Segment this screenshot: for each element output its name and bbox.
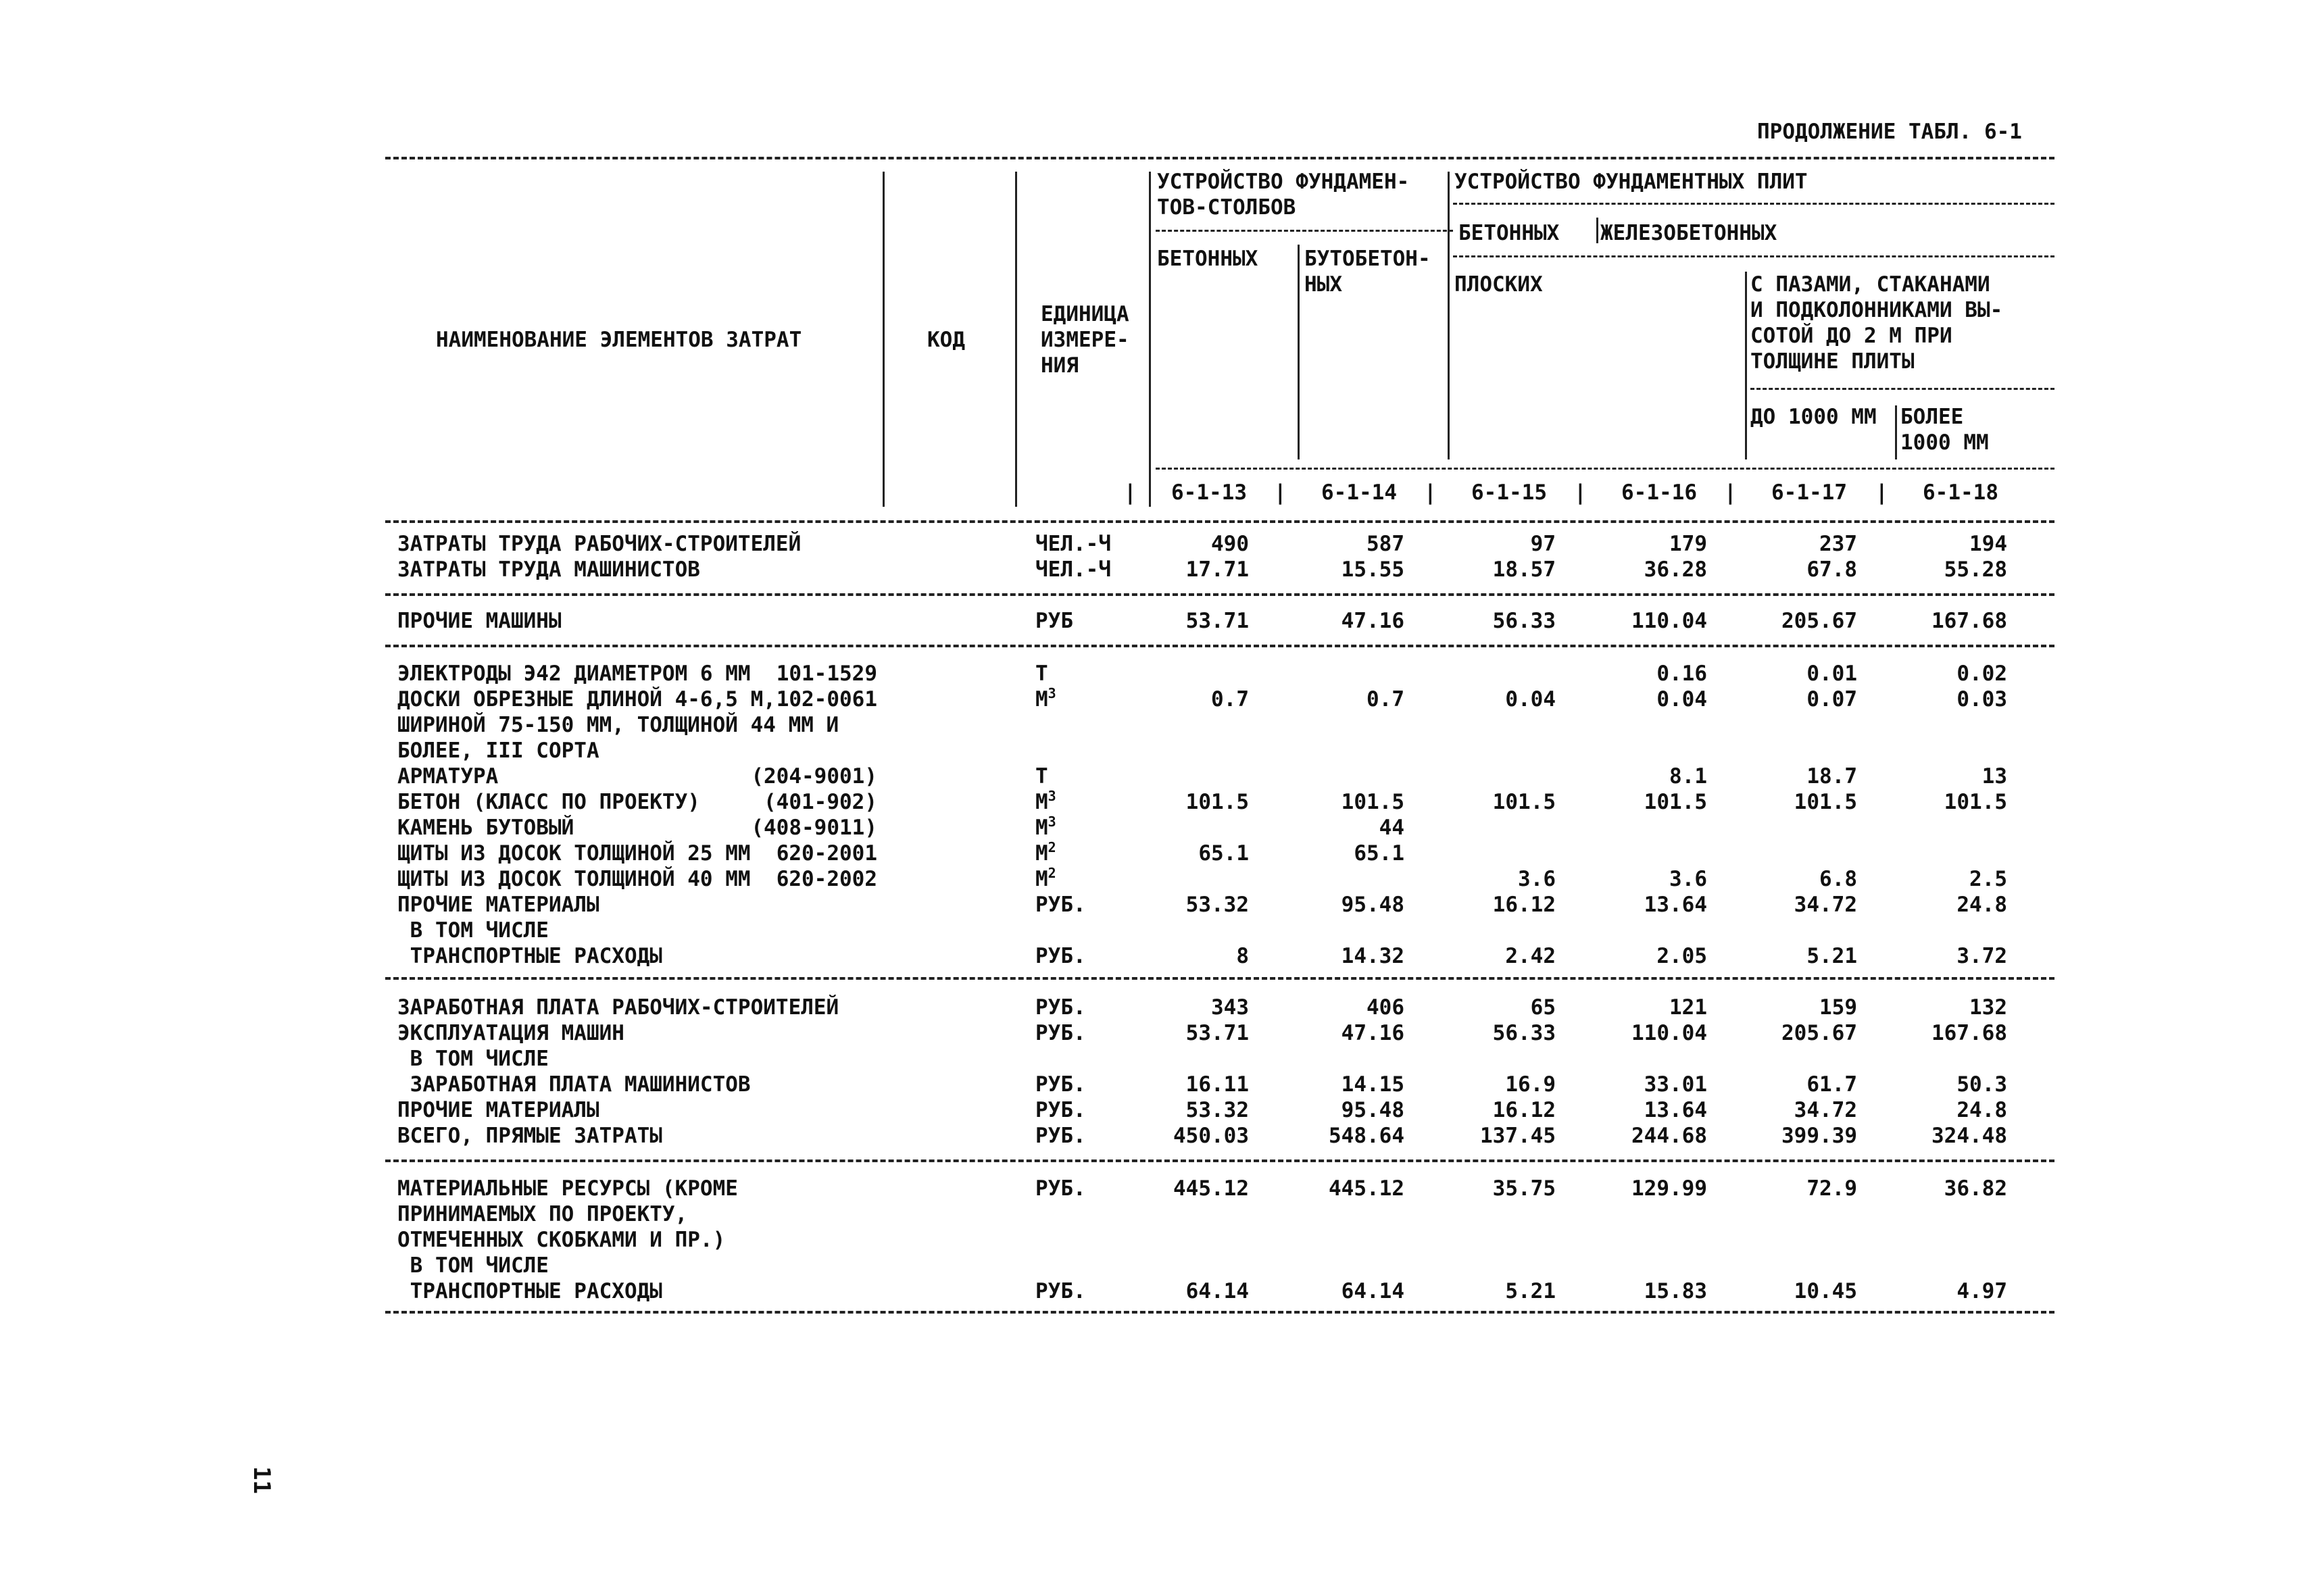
table-cell: 53.71 — [1185, 1021, 1249, 1045]
table-cell: 548.64 — [1329, 1124, 1404, 1148]
header-plates-betonnykh: БЕТОННЫХ — [1458, 221, 1560, 245]
table-cell: 0.7 — [1211, 687, 1249, 712]
table-cell: 2.05 — [1656, 944, 1707, 968]
table-cell: 13.64 — [1644, 1098, 1707, 1122]
table-row-name: ПРОЧИЕ МАТЕРИАЛЫ — [397, 893, 599, 917]
header-top-rule — [385, 157, 2054, 159]
table-row-name: МАТЕРИАЛЬНЫЕ РЕСУРСЫ (КРОМЕ — [397, 1176, 738, 1201]
table-row-name: ЗАРАБОТНАЯ ПЛАТА МАШИНИСТОВ — [397, 1072, 751, 1097]
header-pazami-line: С ПАЗАМИ, СТАКАНАМИ — [1750, 272, 1990, 297]
table-cell: 110.04 — [1631, 609, 1707, 633]
table-cell: 16.12 — [1492, 893, 1556, 917]
table-row-unit: $М^2$ — [1035, 839, 1056, 866]
table-cell: 167.68 — [1931, 609, 2007, 633]
table-cell: 16.11 — [1185, 1072, 1249, 1097]
table-row-unit: ЧЕЛ.-Ч — [1035, 557, 1111, 582]
table-row-name: ТРАНСПОРТНЫЕ РАСХОДЫ — [397, 944, 662, 968]
table-cell: 13.64 — [1644, 893, 1707, 917]
table-cell: 237 — [1819, 532, 1857, 556]
header-code-6-1-18: 6-1-18 — [1923, 480, 1998, 505]
header-pazami-line: СОТОЙ ДО 2 М ПРИ — [1750, 324, 1952, 348]
unit-superscript: 2 — [1048, 865, 1056, 881]
table-cell: 110.04 — [1631, 1021, 1707, 1045]
table-cell: 56.33 — [1492, 1021, 1556, 1045]
header-ploskikh: ПЛОСКИХ — [1454, 272, 1543, 297]
page-mark: 11 — [248, 1466, 275, 1494]
unit-superscript: 3 — [1048, 788, 1056, 804]
table-cell: 343 — [1211, 995, 1249, 1020]
table-row-name: ВСЕГО, ПРЯМЫЕ ЗАТРАТЫ — [397, 1124, 662, 1148]
col-divider-zhb — [1596, 218, 1598, 243]
header-name: НАИМЕНОВАНИЕ ЭЛЕМЕНТОВ ЗАТРАТ — [436, 328, 802, 352]
code-separator: | — [1424, 480, 1437, 505]
table-bottom-rule — [385, 1311, 2054, 1314]
header-bolee-line: 1000 ММ — [1900, 430, 1989, 455]
table-row-name: ЗАТРАТЫ ТРУДА МАШИНИСТОВ — [397, 557, 700, 582]
table-cell: 34.72 — [1794, 1098, 1857, 1122]
code-separator: | — [1124, 480, 1137, 505]
table-cell: 0.7 — [1367, 687, 1404, 712]
table-row-name: ЗАРАБОТНАЯ ПЛАТА РАБОЧИХ-СТРОИТЕЛЕЙ — [397, 995, 839, 1020]
table-row-name: ПРОЧИЕ МАТЕРИАЛЫ — [397, 1098, 599, 1122]
table-cell: 4.97 — [1956, 1279, 2007, 1303]
table-row-unit: $М^2$ — [1035, 865, 1056, 891]
table-cell: 3.6 — [1669, 867, 1707, 891]
table-cell: 53.71 — [1185, 609, 1249, 633]
unit-superscript: 3 — [1048, 685, 1056, 701]
table-cell: 167.68 — [1931, 1021, 2007, 1045]
table-cell: 55.28 — [1944, 557, 2007, 582]
table-row-code: 620-2001 — [776, 841, 877, 866]
table-cell: 14.32 — [1341, 944, 1404, 968]
code-separator: | — [1875, 480, 1888, 505]
table-cell: 129.99 — [1631, 1176, 1707, 1201]
table-cell: 6.8 — [1819, 867, 1857, 891]
table-cell: 95.48 — [1341, 893, 1404, 917]
table-row-name: ЩИТЫ ИЗ ДОСОК ТОЛЩИНОЙ 40 ММ — [397, 867, 751, 891]
table-cell: 244.68 — [1631, 1124, 1707, 1148]
table-row-name: ТРАНСПОРТНЫЕ РАСХОДЫ — [397, 1279, 662, 1303]
col-divider-buto — [1298, 245, 1300, 459]
table-cell: 13 — [1981, 764, 2007, 789]
table-row-unit: РУБ. — [1035, 1279, 1086, 1303]
table-cell: 101.5 — [1794, 790, 1857, 814]
table-cell: 64.14 — [1341, 1279, 1404, 1303]
header-code-6-1-16: 6-1-16 — [1621, 480, 1697, 505]
table-row-name: ПРИНИМАЕМЫХ ПО ПРОЕКТУ, — [397, 1202, 688, 1226]
header-buto-line: БУТОБЕТОН- — [1304, 247, 1431, 271]
table-cell: 324.48 — [1931, 1124, 2007, 1148]
table-cell: 97 — [1530, 532, 1556, 556]
header-code-6-1-13: 6-1-13 — [1171, 480, 1247, 505]
code-separator: | — [1574, 480, 1587, 505]
table-cell: 17.71 — [1185, 557, 1249, 582]
table-cell: 2.5 — [1969, 867, 2007, 891]
table-cell: 5.21 — [1505, 1279, 1556, 1303]
table-cell: 194 — [1969, 532, 2007, 556]
header-bottom-rule — [385, 520, 2054, 523]
table-cell: 14.15 — [1341, 1072, 1404, 1097]
section-rule — [385, 977, 2054, 980]
table-row-name: ОТМЕЧЕННЫХ СКОБКАМИ И ПР.) — [397, 1228, 726, 1252]
table-cell: 47.16 — [1341, 1021, 1404, 1045]
table-cell: 15.83 — [1644, 1279, 1707, 1303]
table-row-name: ЭЛЕКТРОДЫ Э42 ДИАМЕТРОМ 6 ММ — [397, 662, 751, 686]
codes-rule — [1156, 468, 2054, 470]
table-row-unit: РУБ. — [1035, 1176, 1086, 1201]
table-row-unit: ЧЕЛ.-Ч — [1035, 532, 1111, 556]
group2-rule — [1453, 203, 2054, 205]
table-row-unit: $М^3$ — [1035, 685, 1056, 712]
table-cell: 72.9 — [1806, 1176, 1857, 1201]
table-cell: 95.48 — [1341, 1098, 1404, 1122]
header-code-6-1-14: 6-1-14 — [1321, 480, 1397, 505]
table-cell: 36.82 — [1944, 1176, 2007, 1201]
header-pazami-line: И ПОДКОЛОННИКАМИ ВЫ- — [1750, 298, 2003, 322]
code-separator: | — [1274, 480, 1287, 505]
table-cell: 64.14 — [1185, 1279, 1249, 1303]
header-group1-line: ТОВ-СТОЛБОВ — [1157, 195, 1296, 220]
table-row-unit: Т — [1035, 764, 1048, 789]
table-cell: 56.33 — [1492, 609, 1556, 633]
table-cell: 53.32 — [1185, 893, 1249, 917]
table-cell: 0.03 — [1956, 687, 2007, 712]
table-cell: 0.01 — [1806, 662, 1857, 686]
table-cell: 16.12 — [1492, 1098, 1556, 1122]
table-cell: 3.72 — [1956, 944, 2007, 968]
table-cell: 33.01 — [1644, 1072, 1707, 1097]
table-row-name: ЗАТРАТЫ ТРУДА РАБОЧИХ-СТРОИТЕЛЕЙ — [397, 532, 802, 556]
table-cell: 101.5 — [1492, 790, 1556, 814]
table-cell: 36.28 — [1644, 557, 1707, 582]
table-row-code: 102-0061 — [776, 687, 877, 712]
col-divider-unit-data — [1149, 172, 1151, 507]
table-cell: 490 — [1211, 532, 1249, 556]
table-cell: 101.5 — [1341, 790, 1404, 814]
section-rule — [385, 645, 2054, 647]
table-row-name: БЕТОН (КЛАСС ПО ПРОЕКТУ) — [397, 790, 700, 814]
table-row-unit: РУБ. — [1035, 1098, 1086, 1122]
table-cell: 44 — [1379, 816, 1404, 840]
unit-superscript: 2 — [1048, 839, 1056, 855]
table-cell: 0.02 — [1956, 662, 2007, 686]
section-rule — [385, 593, 2054, 596]
col-divider-name-code — [883, 172, 885, 507]
table-cell: 205.67 — [1781, 609, 1857, 633]
table-cell: 445.12 — [1173, 1176, 1249, 1201]
table-cell: 101.5 — [1185, 790, 1249, 814]
table-cell: 10.45 — [1794, 1279, 1857, 1303]
header-code-6-1-15: 6-1-15 — [1471, 480, 1547, 505]
table-row-unit: $М^3$ — [1035, 814, 1056, 840]
header-plates-zhb: ЖЕЛЕЗОБЕТОННЫХ — [1600, 221, 1777, 245]
table-cell: 399.39 — [1781, 1124, 1857, 1148]
table-cell: 15.55 — [1341, 557, 1404, 582]
table-cell: 0.16 — [1656, 662, 1707, 686]
table-cell: 8.1 — [1669, 764, 1707, 789]
table-cell: 47.16 — [1341, 609, 1404, 633]
table-cell: 53.32 — [1185, 1098, 1249, 1122]
header-group2: УСТРОЙСТВО ФУНДАМЕНТНЫХ ПЛИТ — [1454, 170, 1808, 194]
table-cell: 50.3 — [1956, 1072, 2007, 1097]
table-cell: 35.75 — [1492, 1176, 1556, 1201]
table-cell: 137.45 — [1480, 1124, 1556, 1148]
table-row-unit: РУБ. — [1035, 1021, 1086, 1045]
table-row-name: В ТОМ ЧИСЛЕ — [397, 1253, 549, 1278]
col-divider-code-unit — [1015, 172, 1017, 507]
table-cell: 65.1 — [1198, 841, 1249, 866]
table-cell: 5.21 — [1806, 944, 1857, 968]
section-rule — [385, 1159, 2054, 1162]
header-code: КОД — [927, 328, 965, 352]
plates-subrule — [1453, 255, 2054, 257]
table-row-code: (408-9011) — [751, 816, 877, 840]
header-do1000: ДО 1000 ММ — [1750, 405, 1877, 429]
table-cell: 61.7 — [1806, 1072, 1857, 1097]
table-cell: 445.12 — [1329, 1176, 1404, 1201]
table-row-unit: РУБ. — [1035, 995, 1086, 1020]
table-cell: 587 — [1367, 532, 1404, 556]
table-row-code: 101-1529 — [776, 662, 877, 686]
header-code-6-1-17: 6-1-17 — [1771, 480, 1847, 505]
table-cell: 205.67 — [1781, 1021, 1857, 1045]
col-divider-bolee — [1895, 405, 1897, 459]
table-cell: 65 — [1530, 995, 1556, 1020]
table-cell: 65.1 — [1354, 841, 1404, 866]
header-unit-line: НИЯ — [1041, 353, 1079, 378]
col-divider-pazami — [1745, 272, 1747, 459]
table-row-name: АРМАТУРА — [397, 764, 499, 789]
table-cell: 18.7 — [1806, 764, 1857, 789]
table-cell: 101.5 — [1644, 790, 1707, 814]
columns-subrule — [1156, 230, 1453, 232]
header-bolee-line: БОЛЕЕ — [1900, 405, 1964, 429]
table-cell: 16.9 — [1505, 1072, 1556, 1097]
table-cell: 406 — [1367, 995, 1404, 1020]
table-row-unit: РУБ. — [1035, 1124, 1086, 1148]
table-row-name: БОЛЕЕ, III СОРТА — [397, 739, 599, 763]
header-buto-line: НЫХ — [1304, 272, 1342, 297]
code-separator: | — [1724, 480, 1737, 505]
header-cols-betonnykh: БЕТОННЫХ — [1157, 247, 1258, 271]
table-row-name: ПРОЧИЕ МАШИНЫ — [397, 609, 562, 633]
table-row-name: ЩИТЫ ИЗ ДОСОК ТОЛЩИНОЙ 25 ММ — [397, 841, 751, 866]
table-row-unit: РУБ. — [1035, 893, 1086, 917]
table-cell: 34.72 — [1794, 893, 1857, 917]
header-pazami-line: ТОЛЩИНЕ ПЛИТЫ — [1750, 349, 1915, 374]
table-row-name: ШИРИНОЙ 75-150 ММ, ТОЛЩИНОЙ 44 ММ И — [397, 713, 839, 737]
table-cell: 101.5 — [1944, 790, 2007, 814]
table-cell: 159 — [1819, 995, 1857, 1020]
table-cell: 0.04 — [1505, 687, 1556, 712]
table-row-code: 620-2002 — [776, 867, 877, 891]
header-unit-line: ИЗМЕРЕ- — [1041, 328, 1129, 352]
table-row-name: ДОСКИ ОБРЕЗНЫЕ ДЛИНОЙ 4-6,5 М, — [397, 687, 776, 712]
table-cell: 2.42 — [1505, 944, 1556, 968]
table-cell: 450.03 — [1173, 1124, 1249, 1148]
table-row-code: (401-902) — [764, 790, 877, 814]
table-cell: 24.8 — [1956, 1098, 2007, 1122]
table-row-code: (204-9001) — [751, 764, 877, 789]
table-row-unit: $М^3$ — [1035, 788, 1056, 814]
table-cell: 3.6 — [1518, 867, 1556, 891]
table-row-name: В ТОМ ЧИСЛЕ — [397, 1047, 549, 1071]
table-cell: 0.07 — [1806, 687, 1857, 712]
table-row-name: В ТОМ ЧИСЛЕ — [397, 918, 549, 943]
header-unit-line: ЕДИНИЦА — [1041, 302, 1129, 326]
table-row-unit: РУБ — [1035, 609, 1073, 633]
unit-superscript: 3 — [1048, 814, 1056, 830]
table-caption: ПРОДОЛЖЕНИЕ ТАБЛ. 6-1 — [1757, 120, 2022, 144]
table-cell: 132 — [1969, 995, 2007, 1020]
table-cell: 67.8 — [1806, 557, 1857, 582]
table-cell: 121 — [1669, 995, 1707, 1020]
table-cell: 0.04 — [1656, 687, 1707, 712]
col-divider-group — [1448, 172, 1450, 459]
pazami-subrule — [1750, 388, 2054, 390]
table-cell: 179 — [1669, 532, 1707, 556]
table-row-name: ЭКСПЛУАТАЦИЯ МАШИН — [397, 1021, 624, 1045]
table-row-unit: Т — [1035, 662, 1048, 686]
table-cell: 8 — [1236, 944, 1249, 968]
header-group1-line: УСТРОЙСТВО ФУНДАМЕН- — [1157, 170, 1410, 194]
table-row-name: КАМЕНЬ БУТОВЫЙ — [397, 816, 574, 840]
table-row-unit: РУБ. — [1035, 944, 1086, 968]
table-cell: 24.8 — [1956, 893, 2007, 917]
table-row-unit: РУБ. — [1035, 1072, 1086, 1097]
table-cell: 18.57 — [1492, 557, 1556, 582]
